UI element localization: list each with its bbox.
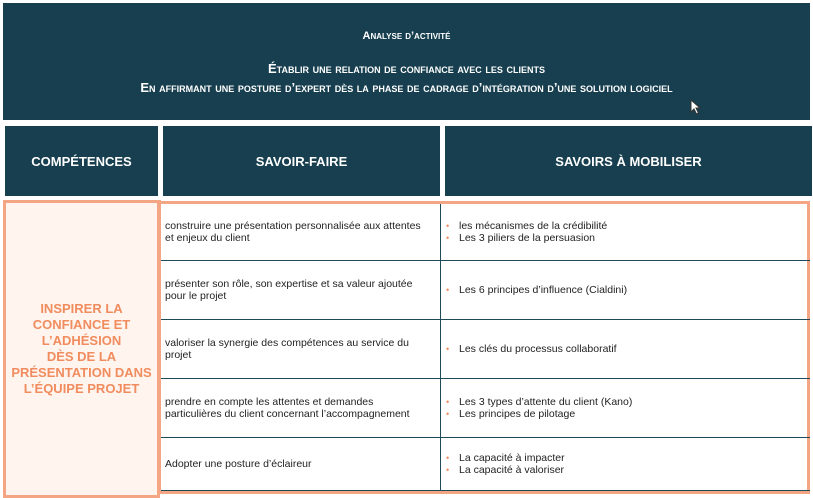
savoirs-cell — [441, 438, 807, 490]
list-item: • Les 3 piliers de la persuasion — [446, 232, 607, 245]
competence-text: INSPIRER LA CONFIANCE ET L’ADHÉSION DÈS DE LA PRÉSENTATION DANS L’ÉQUIPE PROJET — [11, 301, 152, 396]
table-row — [160, 261, 810, 320]
savoir-faire-cell: Adopter une posture d’éclaireur — [160, 438, 441, 490]
header-savoir-faire: SAVOIR-FAIRE — [163, 126, 440, 196]
list-item: • Les 3 types d’attente du client (Kano) — [446, 396, 632, 409]
banner-subtitle: Analyse d’activité — [362, 30, 451, 42]
title-banner — [3, 3, 810, 120]
list-item: • les mécanismes de la crédibilité — [446, 220, 607, 233]
column-divider — [159, 200, 161, 494]
list-item: • La capacité à valoriser — [446, 464, 565, 477]
savoirs-cell — [441, 204, 807, 260]
savoirs-cell — [441, 379, 807, 437]
savoir-faire-cell: présenter son rôle, son expertise et sa valeur ajoutée pour le projet — [160, 261, 441, 319]
savoir-faire-cell: valoriser la synergie des compétences au service du projet — [160, 320, 441, 378]
banner-title-line-2: En affirmant une posture d’expert dès la phase de cadrage d’intégration d’une solution logiciel — [140, 80, 673, 95]
competence-cell — [3, 200, 160, 498]
list-item: • Les principes de pilotage — [446, 408, 632, 421]
header-savoirs: SAVOIRS À MOBILISER — [445, 126, 812, 196]
table-row — [160, 204, 810, 261]
savoir-faire-cell: prendre en compte les attentes et demandes particulières du client concernant l’accompagnement — [160, 379, 441, 437]
savoirs-cell — [441, 320, 807, 378]
savoir-faire-cell: construire une présentation personnalisée aux attentes et enjeux du client — [160, 204, 441, 260]
mouse-cursor-icon — [690, 99, 702, 115]
savoirs-cell — [441, 261, 807, 319]
banner-title-line-1: Établir une relation de confiance avec les clients — [268, 61, 545, 76]
list-item: • La capacité à impacter — [446, 452, 565, 465]
table-row — [160, 320, 810, 379]
table-row — [160, 379, 810, 438]
list-item: • Les 6 principes d’influence (Cialdini) — [446, 284, 627, 297]
header-competences: COMPÉTENCES — [5, 126, 158, 196]
table-row — [160, 438, 810, 491]
list-item: • Les clés du processus collaboratif — [446, 343, 617, 356]
